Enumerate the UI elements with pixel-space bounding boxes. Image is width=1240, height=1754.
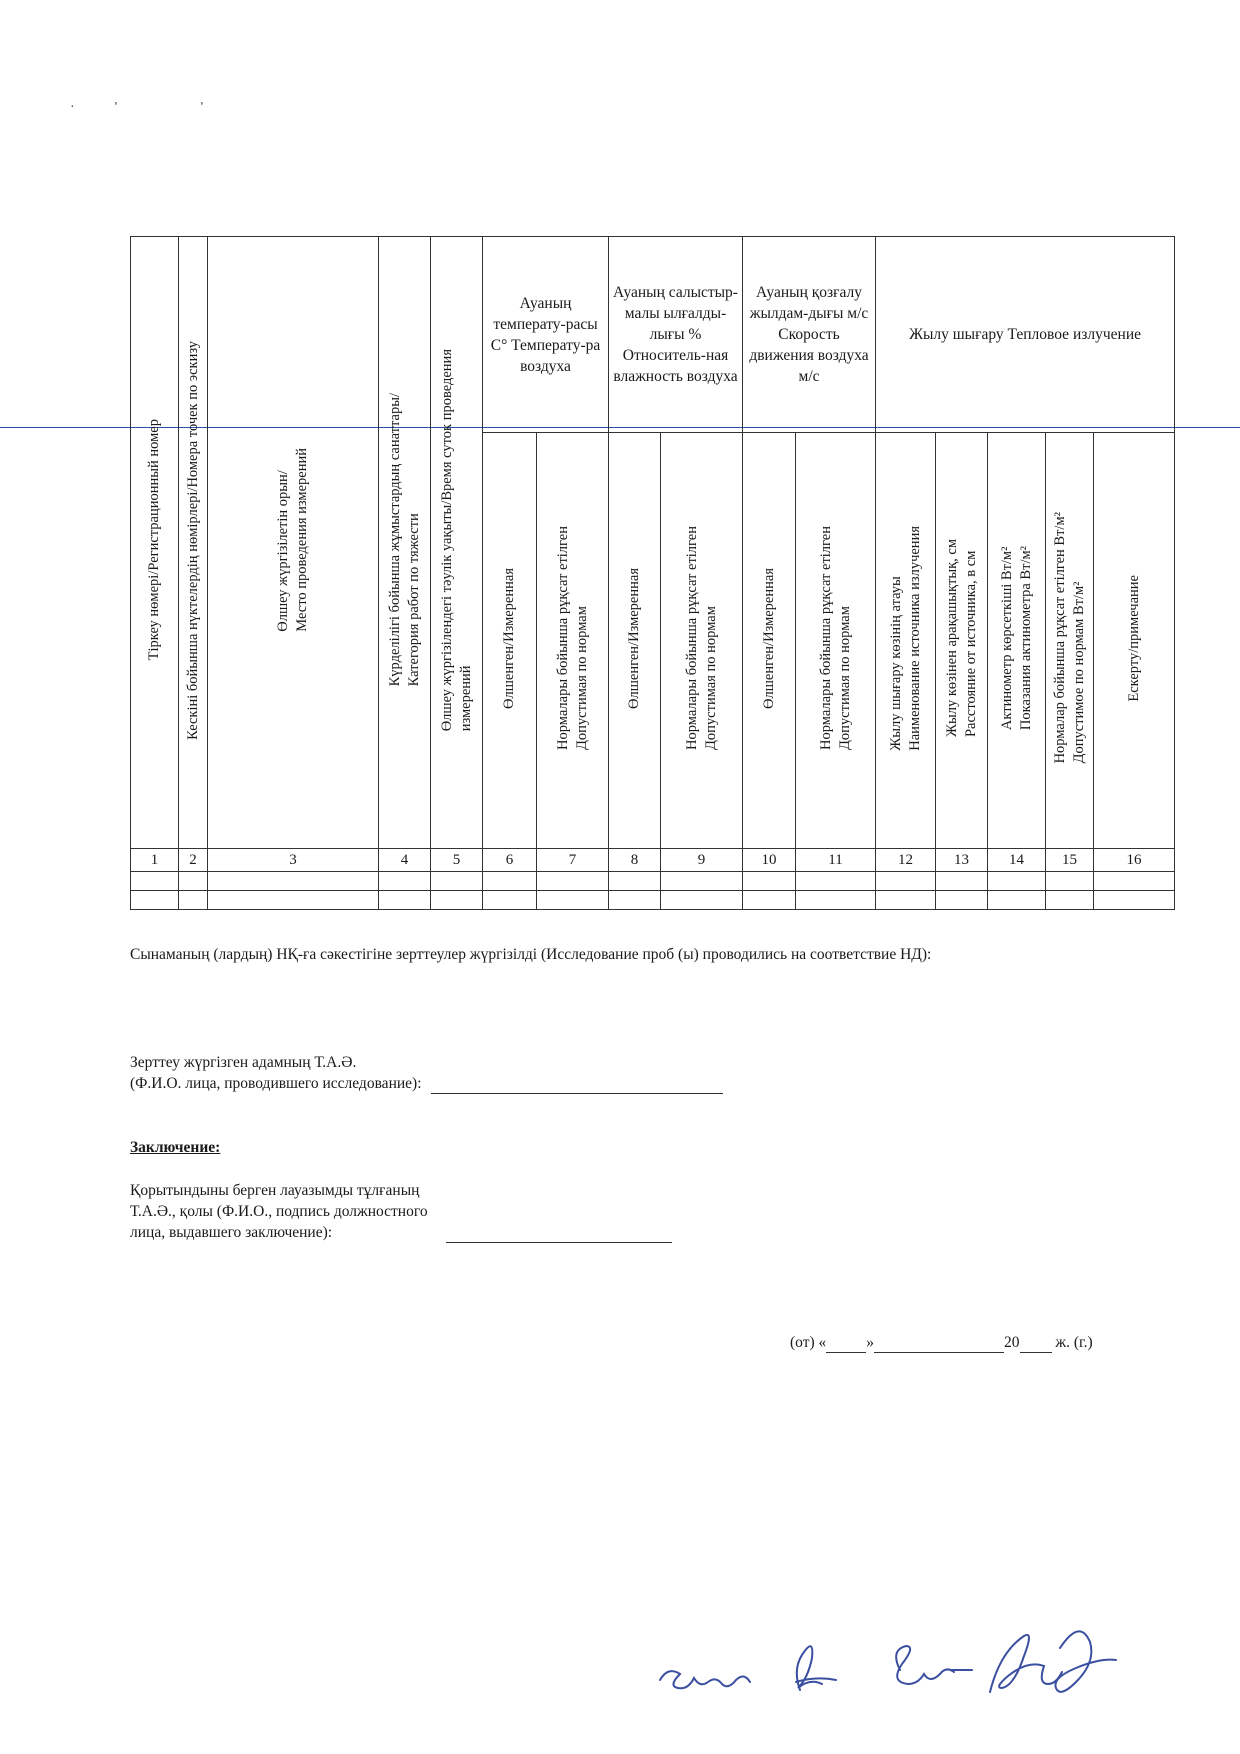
conclusion-title: Заключение: xyxy=(130,1139,221,1156)
col-header-10: Өлшенген/Измеренная xyxy=(743,433,796,849)
group-header-humidity: Ауаның салыстыр-малы ылғалды-лығы % Относитель-ная влажность воздуха xyxy=(609,237,743,433)
col-number: 10 xyxy=(743,849,796,872)
group-header-heat: Жылу шығару Тепловое излучение xyxy=(876,237,1175,433)
signature-1 xyxy=(660,1671,750,1688)
col-header-7: Нормалары бойынша рұқсат етілген Допустимая по нормам xyxy=(537,433,609,849)
col-header-15: Нормалар бойынша рұқсат етілген Вт/м² Допустимое по нормам Вт/м² xyxy=(1046,433,1094,849)
official-block xyxy=(130,1180,672,1243)
table-row xyxy=(131,872,1175,891)
col-number: 11 xyxy=(796,849,876,872)
signature-3 xyxy=(896,1646,972,1684)
group-header-air-speed: Ауаның қозғалу жылдам-дығы м/с Скорость движения воздуха м/с xyxy=(743,237,876,433)
date-year-field[interactable] xyxy=(1020,1352,1052,1353)
col-header-5: Өлшеу жүргізілендегі тәулік уақыты/Время суток проведения измерений xyxy=(431,237,483,849)
col-header-1: Тіркеу нөмері/Регистрационный номер xyxy=(131,237,179,849)
table-group-header-row xyxy=(131,237,1175,433)
handwritten-signatures xyxy=(650,1610,1210,1720)
col-number: 5 xyxy=(431,849,483,872)
col-number: 9 xyxy=(661,849,743,872)
date-month-field[interactable] xyxy=(874,1352,1004,1353)
official-label-line1: Қорытындыны берген лауазымды тұлғаның xyxy=(130,1182,420,1199)
col-header-8: Өлшенген/Измеренная xyxy=(609,433,661,849)
signature-4 xyxy=(990,1631,1116,1692)
compliance-statement: Сынаманың (лардың) НҚ-ға сәкестігіне зерттеулер жүргізілді (Исследование проб (ы) проводились на соответствие НД): xyxy=(130,946,932,963)
date-line: (от) « » 20 ж. (г.) xyxy=(790,1334,1093,1351)
signature-2 xyxy=(796,1646,836,1690)
col-number: 12 xyxy=(876,849,936,872)
researcher-label-kk: Зерттеу жүргізген адамның Т.А.Ә. xyxy=(130,1054,357,1071)
col-header-4: Күрделілігі бойынша жұмыстардың санаттары/ Категория работ по тяжести xyxy=(379,237,431,849)
col-number: 3 xyxy=(208,849,379,872)
researcher-name-field[interactable] xyxy=(431,1093,723,1094)
col-header-6: Өлшенген/Измеренная xyxy=(483,433,537,849)
col-number: 1 xyxy=(131,849,179,872)
col-header-13: Жылу көзінен арақашықтық, см Расстояние от источника, в см xyxy=(936,433,988,849)
col-number: 4 xyxy=(379,849,431,872)
col-header-12: Жылу шығару көзінің атауы Наименование источника излучения xyxy=(876,433,936,849)
official-signature-field[interactable] xyxy=(446,1242,672,1243)
col-number: 7 xyxy=(537,849,609,872)
group-header-temperature: Ауаның температу-расы С° Температу-ра воздуха xyxy=(483,237,609,433)
table-row xyxy=(131,891,1175,910)
scan-marks: ·' ' xyxy=(70,100,244,115)
col-header-3: Өлшеу жүргізілетін орын/ Место проведения измерений xyxy=(208,237,379,849)
researcher-label-ru: (Ф.И.О. лица, проводившего исследование): xyxy=(130,1073,723,1094)
researcher-block xyxy=(130,1052,723,1094)
col-number: 15 xyxy=(1046,849,1094,872)
column-number-row xyxy=(131,849,1175,872)
measurement-table xyxy=(130,236,1175,910)
col-header-16: Ескерту/примечание xyxy=(1094,433,1175,849)
col-header-9: Нормалары бойынша рұқсат етілген Допустимая по нормам xyxy=(661,433,743,849)
col-number: 13 xyxy=(936,849,988,872)
col-number: 14 xyxy=(988,849,1046,872)
official-label-line2: Т.А.Ә., қолы (Ф.И.О., подпись должностного xyxy=(130,1203,428,1220)
date-day-field[interactable] xyxy=(826,1352,866,1353)
col-number: 2 xyxy=(179,849,208,872)
col-header-2: Кескіні бойынша нүктелердің нөмірлері/Номера точек по эскизу xyxy=(179,237,208,849)
col-number: 16 xyxy=(1094,849,1175,872)
col-header-11: Нормалары бойынша рұқсат етілген Допустимая по нормам xyxy=(796,433,876,849)
col-number: 6 xyxy=(483,849,537,872)
col-number: 8 xyxy=(609,849,661,872)
official-label-line3: лица, выдавшего заключение): xyxy=(130,1222,672,1243)
col-header-14: Актинометр көрсеткіші Вт/м² Показания актинометра Вт/м² xyxy=(988,433,1046,849)
